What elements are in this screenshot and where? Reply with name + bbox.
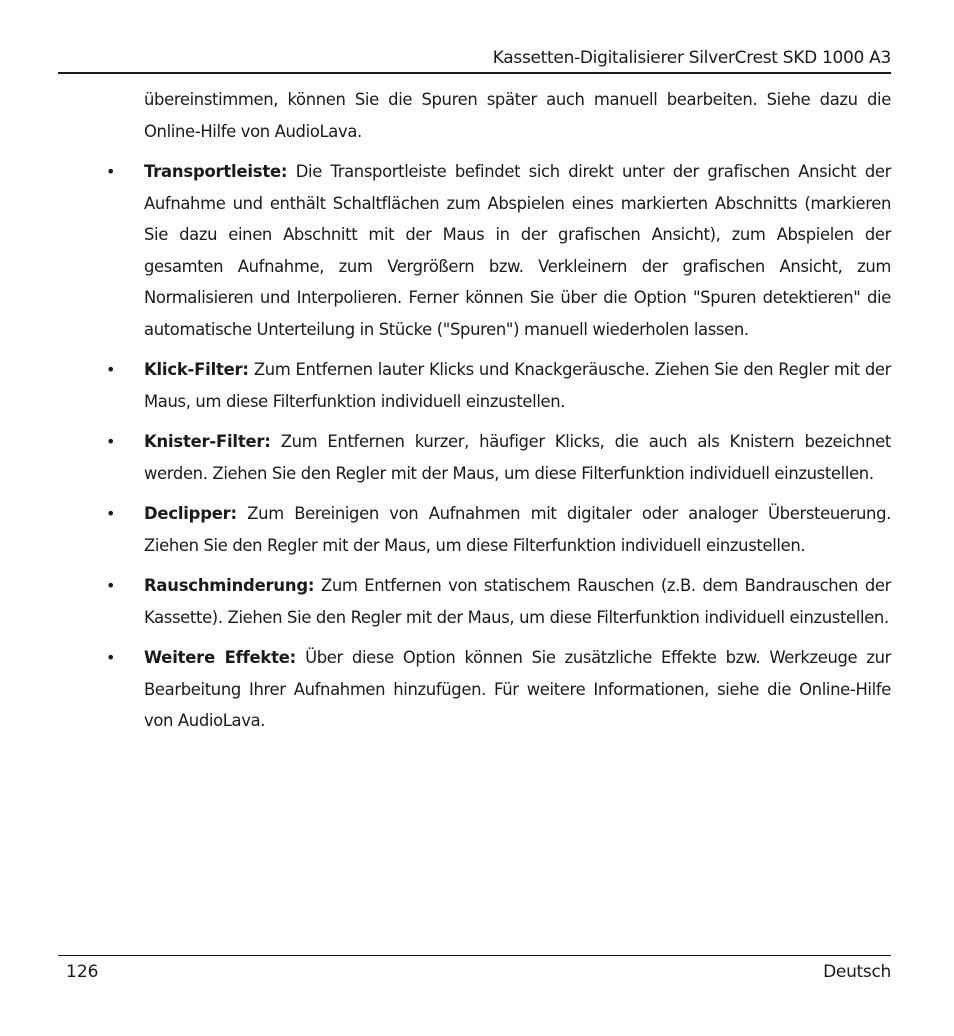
list-item-term: Transportleiste: <box>144 162 288 181</box>
list-item-description: Zum Entfernen lauter Klicks und Knackgeräusche. Ziehen Sie den Regler mit der Maus, um diese Filterfunktion individuell einzustellen. <box>144 360 891 411</box>
list-item-weitere-effekte <box>102 642 891 737</box>
list-item-description: Die Transportleiste befindet sich direkt unter der grafischen Ansicht der Aufnahme und enthält Schaltflächen zum Abspielen eines markierten Abschnitts (markieren Sie dazu einen Abschnitt mit der Maus in der grafischen Ansicht), zum Abspielen der gesamten Aufnahme, zum Vergrößern bzw. Verkleinern der grafischen Ansicht, zum Normalisieren und Interpolieren. Ferner können Sie über die Option "Spuren detektieren" die automatische Unterteilung in Stücke ("Spuren") manuell wiederholen lassen. <box>144 162 891 339</box>
list-item-term: Klick-Filter: <box>144 360 249 379</box>
feature-list <box>102 156 891 737</box>
list-item-text <box>144 498 891 561</box>
intro-paragraph: übereinstimmen, können Sie die Spuren später auch manuell bearbeiten. Siehe dazu die Online-Hilfe von AudioLava. <box>144 90 891 141</box>
list-item-description: Zum Entfernen von statischem Rauschen (z.B. dem Bandrauschen der Kassette). Ziehen Sie den Regler mit der Maus, um diese Filterfunktion individuell einzustellen. <box>144 576 891 627</box>
list-item-term: Weitere Effekte: <box>144 648 297 667</box>
list-item-term: Rauschminderung: <box>144 576 315 595</box>
bullet-icon: • <box>106 360 116 379</box>
header-title: Kassetten-Digitalisierer SilverCrest SKD 1000 A3 <box>492 48 891 68</box>
bullet-icon: • <box>106 432 116 451</box>
list-item-description: Zum Bereinigen von Aufnahmen mit digitaler oder analoger Übersteuerung. Ziehen Sie den Regler mit der Maus, um diese Filterfunktion individuell einzustellen. <box>144 504 891 555</box>
list-item-knister-filter <box>102 426 891 489</box>
list-item-transportleiste <box>102 156 891 345</box>
list-item-description: Über diese Option können Sie zusätzliche Effekte bzw. Werkzeuge zur Bearbeitung Ihrer Aufnahmen hinzufügen. Für weitere Informationen, siehe die Online-Hilfe von AudioLava. <box>144 648 891 730</box>
list-item-text <box>144 354 891 417</box>
bullet-icon: • <box>106 162 116 181</box>
list-item-term: Knister-Filter: <box>144 432 271 451</box>
list-item-text <box>144 570 891 633</box>
list-item-rauschminderung <box>102 570 891 633</box>
bullet-icon: • <box>106 504 116 523</box>
page-header <box>58 46 891 74</box>
bullet-icon: • <box>106 648 116 667</box>
bullet-icon: • <box>106 576 116 595</box>
list-item-text <box>144 642 891 737</box>
list-item-text <box>144 156 891 345</box>
footer-language: Deutsch <box>823 962 891 982</box>
page-content <box>102 84 891 737</box>
page-footer <box>58 955 891 996</box>
page-number: 126 <box>66 962 99 982</box>
list-item-klick-filter <box>102 354 891 417</box>
list-item-term: Declipper: <box>144 504 237 523</box>
list-item-text <box>144 426 891 489</box>
list-item-declipper <box>102 498 891 561</box>
list-item-description: Zum Entfernen kurzer, häufiger Klicks, die auch als Knistern bezeichnet werden. Ziehen Sie den Regler mit der Maus, um diese Filterfunktion individuell einzustellen. <box>144 432 891 483</box>
